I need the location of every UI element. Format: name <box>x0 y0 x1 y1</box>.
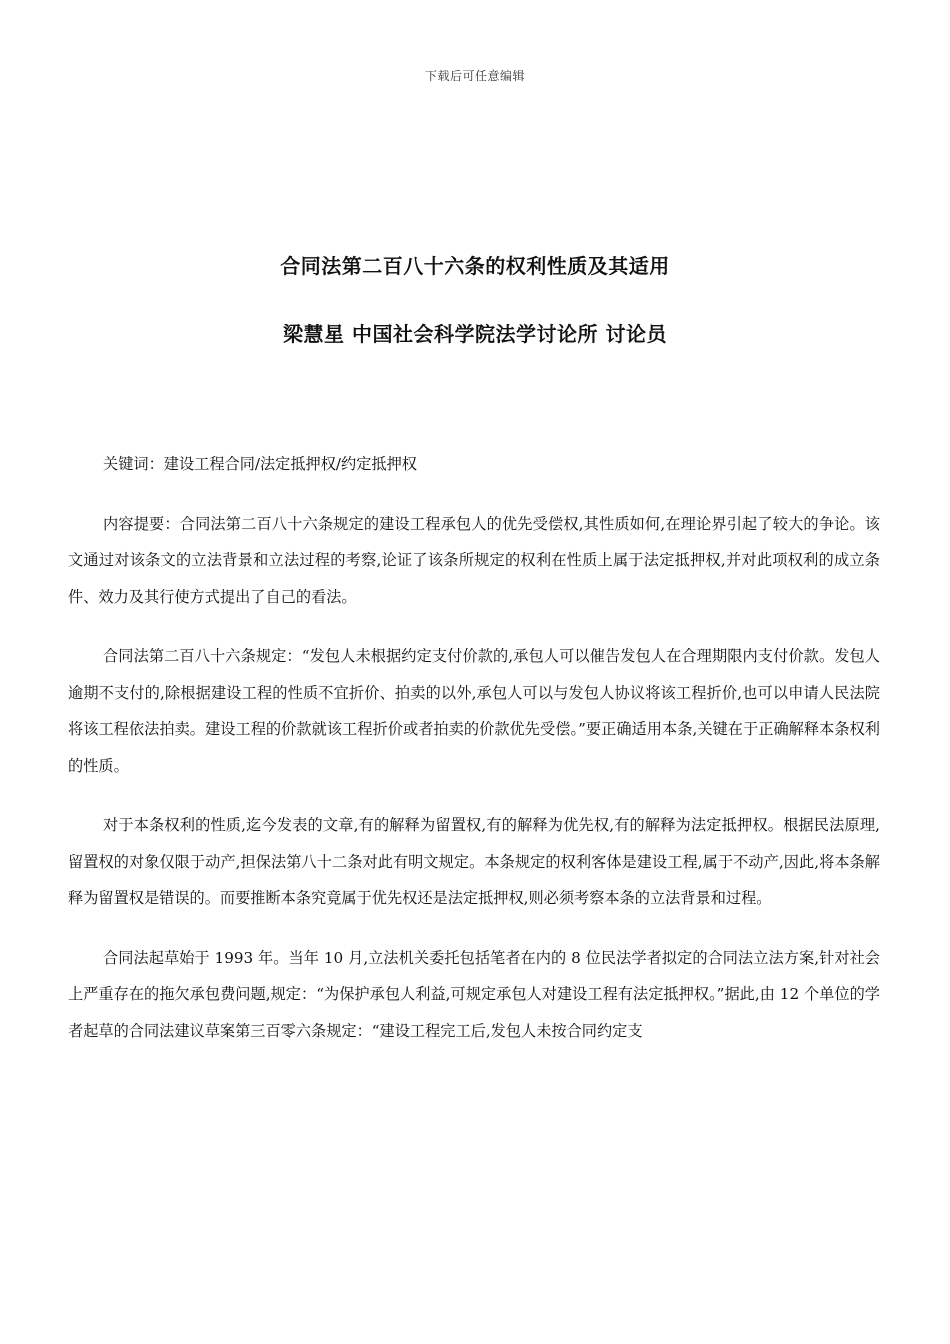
body-paragraph: 合同法起草始于 1993 年。当年 10 月,立法机关委托包括笔者在内的 8 位民法学者拟定的合同法立法方案,针对社会上严重存在的拖欠承包费问题,规定：“为保护承包人利益,可规定承包人对建设工程有法定抵押权。”据此,由 12 个单位的学者起草的合同法建议草案第三百零六条规定：“建设工程完工后,发包人未按合同约定支 <box>68 948 880 1040</box>
document-title: 合同法第二百八十六条的权利性质及其适用 <box>280 254 670 278</box>
keywords-paragraph: 关键词：建设工程合同/法定抵押权/约定抵押权 <box>103 455 417 473</box>
author-line: 梁慧星 中国社会科学院法学讨论所 讨论员 <box>283 322 667 346</box>
document-body <box>68 446 880 1072</box>
body-paragraph: 合同法第二百八十六条规定：“发包人未根据约定支付价款的,承包人可以催告发包人在合理期限内支付价款。发包人逾期不支付的,除根据建设工程的性质不宜折价、拍卖的以外,承包人可以与发包人协议将该工程折价,也可以申请人民法院将该工程依法拍卖。建设工程的价款就该工程折价或者拍卖的价款优先受偿。”要正确适用本条,关键在于正确解释本条权利的性质。 <box>68 647 880 775</box>
body-paragraph: 对于本条权利的性质,迄今发表的文章,有的解释为留置权,有的解释为优先权,有的解释为法定抵押权。根据民法原理,留置权的对象仅限于动产,担保法第八十二条对此有明文规定。本条规定的权利客体是建设工程,属于不动产,因此,将本条解释为留置权是错误的。而要推断本条究竟属于优先权还是法定抵押权,则必须考察本条的立法背景和过程。 <box>68 816 880 907</box>
abstract-paragraph: 内容提要：合同法第二百八十六条规定的建设工程承包人的优先受偿权,其性质如何,在理论界引起了较大的争论。该文通过对该条文的立法背景和立法过程的考察,论证了该条所规定的权利在性质上属于法定抵押权,并对此项权利的成立条件、效力及其行使方式提出了自己的看法。 <box>68 514 880 606</box>
header-note: 下载后可任意编辑 <box>424 69 525 83</box>
